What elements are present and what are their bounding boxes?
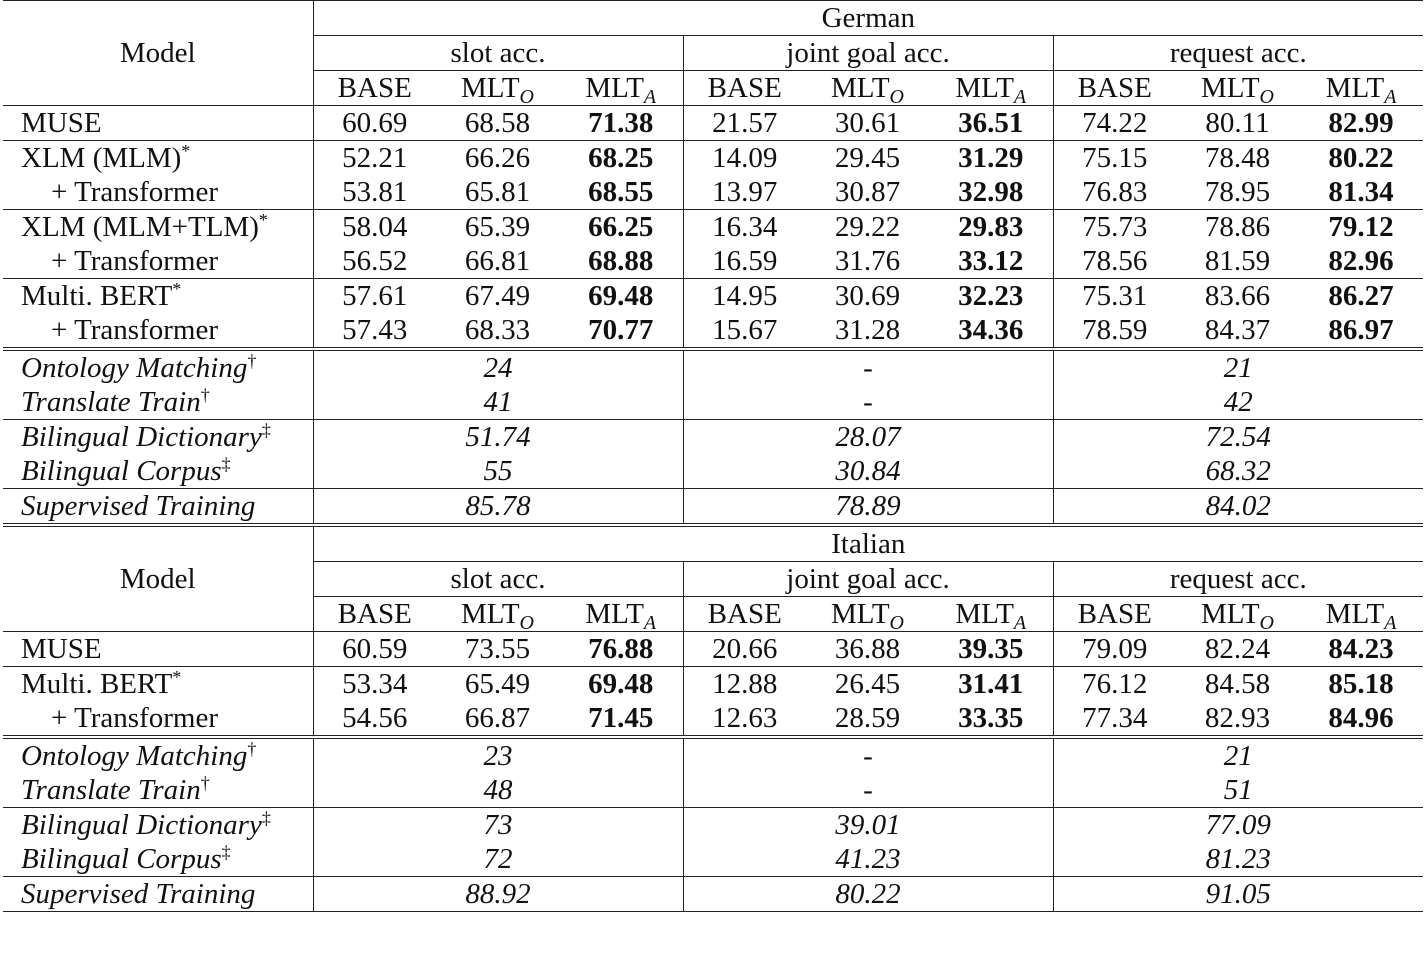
table-cell: 30.87 (834, 176, 901, 208)
language-header: German (313, 1, 1423, 36)
baseline-cell: 91.05 (1053, 877, 1423, 912)
table-cell: 53.81 (342, 176, 408, 208)
table-cell: 84.96 (1299, 701, 1423, 737)
model-name-cell (3, 701, 313, 737)
table-cell: 30.69 (806, 279, 929, 314)
table-cell: 52.21 (313, 141, 436, 176)
baseline-cell: 77.09 (1053, 808, 1423, 843)
method-header (929, 597, 1053, 632)
language-header-row (3, 1, 1423, 36)
table-cell: 14.09 (683, 141, 806, 176)
table-row (3, 632, 1423, 667)
table-cell: 29.22 (806, 210, 929, 245)
method-name: MLT (585, 598, 644, 630)
table-cell: 57.43 (313, 313, 436, 349)
model-column-header: Model (3, 525, 313, 632)
method-header (806, 597, 929, 632)
method-name: MLT (830, 598, 890, 630)
method-subscript: A (1384, 86, 1397, 108)
language-header: Italian (313, 525, 1423, 562)
baseline-row (3, 877, 1423, 912)
baseline-cell: - (683, 385, 1053, 420)
baseline-cell: 39.01 (683, 808, 1053, 843)
method-subscript: O (519, 612, 534, 634)
model-name: + Transformer (51, 314, 218, 346)
baseline-cell: - (683, 349, 1053, 385)
table-cell: 78.95 (1204, 176, 1271, 208)
method-name: BASE (337, 598, 412, 630)
baseline-footnote-mark: ‡ (261, 808, 271, 828)
method-subscript: A (1384, 612, 1397, 634)
model-name-cell (3, 632, 313, 667)
metric-group-header: slot acc. (313, 562, 683, 597)
baseline-cell: 21 (1053, 737, 1423, 773)
baseline-footnote-mark: † (247, 351, 257, 371)
table-cell: 66.87 (436, 701, 559, 737)
table-cell: 75.73 (1053, 210, 1176, 245)
table-row (3, 244, 1423, 279)
baseline-name: Translate Train (21, 386, 201, 418)
model-name-cell (3, 210, 313, 245)
table-cell: 75.15 (1053, 141, 1176, 176)
table-cell: 76.83 (1053, 175, 1176, 210)
metric-group-header: joint goal acc. (683, 562, 1053, 597)
baseline-name: Supervised Training (21, 490, 256, 522)
model-name: MUSE (21, 107, 102, 139)
method-header (683, 597, 806, 632)
table-cell: 36.88 (806, 632, 929, 667)
model-name-cell (3, 244, 313, 279)
table-cell: 66.25 (559, 210, 683, 245)
table-cell: 78.56 (1053, 244, 1176, 279)
table-cell: 82.24 (1176, 632, 1299, 667)
table-cell: 81.59 (1204, 245, 1271, 277)
baseline-name-cell (3, 808, 313, 843)
table-row (3, 701, 1423, 737)
method-name: MLT (460, 72, 520, 104)
table-cell: 68.88 (588, 245, 654, 277)
table-row (3, 667, 1423, 702)
baseline-name-cell (3, 842, 313, 877)
table-cell: 32.98 (958, 176, 1024, 208)
baseline-name: Ontology Matching (21, 740, 248, 772)
baseline-cell: 21 (1053, 349, 1423, 385)
results-table (3, 0, 1423, 912)
table-cell: 86.97 (1299, 313, 1423, 349)
model-name: Multi. BERT (21, 280, 173, 312)
method-header (683, 71, 806, 106)
table-cell: 68.33 (436, 313, 559, 349)
method-header (313, 71, 436, 106)
table-cell: 31.28 (806, 313, 929, 349)
method-name: MLT (1200, 598, 1260, 630)
method-header (313, 597, 436, 632)
baseline-cell: 51.74 (313, 420, 683, 455)
baseline-name: Bilingual Corpus (21, 843, 222, 875)
table-cell: 71.45 (559, 701, 683, 737)
table-cell: 86.27 (1299, 279, 1423, 314)
baseline-cell: 51 (1053, 773, 1423, 808)
table-cell: 31.41 (929, 667, 1053, 702)
table-cell: 82.96 (1328, 245, 1394, 277)
table-cell: 32.23 (929, 279, 1053, 314)
method-header (1176, 71, 1299, 106)
table-cell: 73.55 (436, 632, 559, 667)
table-cell: 77.34 (1053, 701, 1176, 737)
baseline-name-cell (3, 737, 313, 773)
method-name: BASE (1077, 598, 1152, 630)
baseline-row (3, 454, 1423, 489)
baseline-row (3, 385, 1423, 420)
method-name: MLT (460, 598, 520, 630)
baseline-cell: 48 (483, 774, 513, 806)
model-column-header: Model (3, 1, 313, 106)
method-name: MLT (955, 598, 1014, 630)
table-cell: 58.04 (313, 210, 436, 245)
table-row (3, 175, 1423, 210)
baseline-footnote-mark: ‡ (221, 842, 231, 862)
method-header (929, 71, 1053, 106)
baseline-row (3, 808, 1423, 843)
method-header (1176, 597, 1299, 632)
table-cell: 29.83 (929, 210, 1053, 245)
table-cell: 12.63 (683, 701, 806, 737)
table-cell: 12.88 (683, 667, 806, 702)
baseline-cell: 84.02 (1053, 489, 1423, 526)
results-table-body (3, 1, 1423, 912)
model-name-cell (3, 106, 313, 141)
method-subscript: O (889, 86, 904, 108)
language-header-row (3, 525, 1423, 562)
table-cell: 60.69 (313, 106, 436, 141)
table-cell: 15.67 (683, 313, 806, 349)
table-cell: 68.25 (559, 141, 683, 176)
model-name: + Transformer (51, 176, 218, 208)
baseline-name: Bilingual Dictionary (21, 421, 262, 453)
model-name-cell (3, 175, 313, 210)
table-row (3, 313, 1423, 349)
model-footnote-mark: * (258, 210, 268, 230)
method-header (806, 71, 929, 106)
table-cell: 13.97 (683, 175, 806, 210)
baseline-cell: - (683, 737, 1053, 773)
method-header (1299, 71, 1423, 106)
table-cell: 68.58 (436, 106, 559, 141)
table-cell: 30.61 (806, 106, 929, 141)
table-cell: 84.37 (1176, 313, 1299, 349)
method-name: MLT (585, 72, 644, 104)
table-cell: 79.09 (1053, 632, 1176, 667)
table-cell: 76.12 (1053, 667, 1176, 702)
table-cell: 65.39 (436, 210, 559, 245)
table-cell: 71.38 (559, 106, 683, 141)
baseline-cell: 85.78 (313, 489, 683, 526)
baseline-row (3, 737, 1423, 773)
table-cell: 79.12 (1299, 210, 1423, 245)
method-subscript: A (643, 86, 657, 108)
baseline-row (3, 420, 1423, 455)
metric-group-header: joint goal acc. (683, 36, 1053, 71)
table-cell: 66.81 (464, 245, 531, 277)
baseline-name-cell (3, 349, 313, 385)
table-row (3, 279, 1423, 314)
table-cell: 80.11 (1176, 106, 1299, 141)
model-name-cell (3, 141, 313, 176)
table-cell: 53.34 (313, 667, 436, 702)
baseline-name-cell (3, 385, 313, 420)
baseline-cell: 72 (483, 843, 513, 875)
baseline-footnote-mark: † (247, 739, 257, 759)
model-name: XLM (MLM) (21, 142, 182, 174)
table-cell: 81.34 (1328, 176, 1394, 208)
table-cell: 29.45 (806, 141, 929, 176)
baseline-row (3, 489, 1423, 526)
table-cell: 57.61 (313, 279, 436, 314)
table-cell: 34.36 (929, 313, 1053, 349)
table-cell: 14.95 (683, 279, 806, 314)
model-name: + Transformer (51, 245, 218, 277)
baseline-name: Supervised Training (21, 878, 256, 910)
baseline-cell: 24 (483, 352, 513, 384)
table-row (3, 210, 1423, 245)
baseline-name-cell (3, 877, 313, 912)
method-subscript: O (1259, 86, 1274, 108)
table-row (3, 106, 1423, 141)
metric-group-header: slot acc. (313, 36, 683, 71)
table-cell: 80.22 (1299, 141, 1423, 176)
baseline-cell: 55 (483, 455, 513, 487)
table-cell: 74.22 (1053, 106, 1176, 141)
baseline-name-cell (3, 489, 313, 526)
baseline-name-cell (3, 454, 313, 489)
method-subscript: O (1259, 612, 1274, 634)
baseline-name: Bilingual Corpus (21, 455, 222, 487)
table-cell: 76.88 (559, 632, 683, 667)
table-cell: 28.59 (806, 701, 929, 737)
method-name: MLT (830, 72, 890, 104)
table-cell: 68.55 (588, 176, 654, 208)
method-subscript: O (889, 612, 904, 634)
table-cell: 33.35 (929, 701, 1053, 737)
table-cell: 36.51 (929, 106, 1053, 141)
results-container (3, 0, 1423, 912)
model-name-cell (3, 667, 313, 702)
baseline-cell: 41.23 (683, 842, 1053, 877)
table-cell: 54.56 (313, 701, 436, 737)
method-header (1053, 597, 1176, 632)
model-name: Multi. BERT (21, 668, 173, 700)
method-header (436, 71, 559, 106)
baseline-cell: 78.89 (683, 489, 1053, 526)
baseline-name: Bilingual Dictionary (21, 809, 262, 841)
baseline-cell: - (683, 773, 1053, 808)
method-header (559, 71, 683, 106)
metric-group-header: request acc. (1053, 36, 1423, 71)
table-cell: 56.52 (342, 245, 408, 277)
method-header (1299, 597, 1423, 632)
method-subscript: A (643, 612, 657, 634)
table-cell: 20.66 (683, 632, 806, 667)
baseline-name: Ontology Matching (21, 352, 248, 384)
model-name: XLM (MLM+TLM) (21, 211, 259, 243)
baseline-name: Translate Train (21, 774, 201, 806)
baseline-name-cell (3, 773, 313, 808)
table-cell: 66.26 (436, 141, 559, 176)
table-cell: 60.59 (313, 632, 436, 667)
model-name: MUSE (21, 633, 102, 665)
baseline-footnote-mark: † (200, 773, 210, 793)
method-name: BASE (337, 72, 412, 104)
model-footnote-mark: * (181, 141, 191, 161)
table-cell: 84.23 (1299, 632, 1423, 667)
table-cell: 82.99 (1299, 106, 1423, 141)
model-name-cell (3, 279, 313, 314)
method-subscript: O (519, 86, 534, 108)
method-name: MLT (1325, 72, 1385, 104)
method-name: BASE (707, 72, 782, 104)
table-cell: 67.49 (436, 279, 559, 314)
method-name: BASE (707, 598, 782, 630)
table-row (3, 141, 1423, 176)
table-cell: 85.18 (1299, 667, 1423, 702)
baseline-row (3, 773, 1423, 808)
baseline-cell: 81.23 (1053, 842, 1423, 877)
baseline-row (3, 349, 1423, 385)
table-cell: 69.48 (559, 667, 683, 702)
method-name: BASE (1077, 72, 1152, 104)
method-subscript: A (1013, 86, 1027, 108)
baseline-name-cell (3, 420, 313, 455)
method-header (1053, 71, 1176, 106)
metric-group-header: request acc. (1053, 562, 1423, 597)
table-cell: 69.48 (559, 279, 683, 314)
method-name: MLT (1325, 598, 1385, 630)
baseline-cell: 42 (1053, 385, 1423, 420)
table-cell: 16.59 (683, 244, 806, 279)
baseline-cell: 80.22 (683, 877, 1053, 912)
baseline-cell: 28.07 (683, 420, 1053, 455)
table-cell: 78.48 (1176, 141, 1299, 176)
baseline-footnote-mark: ‡ (261, 420, 271, 440)
table-cell: 82.93 (1176, 701, 1299, 737)
method-header (436, 597, 559, 632)
model-footnote-mark: * (172, 667, 182, 687)
table-cell: 78.59 (1053, 313, 1176, 349)
model-name-cell (3, 313, 313, 349)
table-cell: 65.49 (436, 667, 559, 702)
table-cell: 31.29 (929, 141, 1053, 176)
table-cell: 84.58 (1176, 667, 1299, 702)
table-cell: 16.34 (683, 210, 806, 245)
method-header (559, 597, 683, 632)
table-cell: 70.77 (559, 313, 683, 349)
table-cell: 26.45 (806, 667, 929, 702)
baseline-cell: 30.84 (683, 454, 1053, 489)
baseline-cell: 73 (313, 808, 683, 843)
model-footnote-mark: * (172, 279, 182, 299)
baseline-footnote-mark: ‡ (221, 454, 231, 474)
table-cell: 31.76 (834, 245, 901, 277)
baseline-cell: 72.54 (1053, 420, 1423, 455)
baseline-cell: 88.92 (313, 877, 683, 912)
table-cell: 33.12 (958, 245, 1024, 277)
table-cell: 21.57 (683, 106, 806, 141)
method-name: MLT (1200, 72, 1260, 104)
table-cell: 39.35 (929, 632, 1053, 667)
method-subscript: A (1013, 612, 1027, 634)
table-cell: 75.31 (1053, 279, 1176, 314)
table-cell: 78.86 (1176, 210, 1299, 245)
baseline-cell: 68.32 (1053, 454, 1423, 489)
baseline-footnote-mark: † (200, 385, 210, 405)
baseline-cell: 23 (483, 740, 513, 772)
baseline-row (3, 842, 1423, 877)
baseline-cell: 41 (483, 386, 513, 418)
table-cell: 83.66 (1176, 279, 1299, 314)
model-name: + Transformer (51, 702, 218, 734)
table-cell: 65.81 (464, 176, 531, 208)
method-name: MLT (955, 72, 1014, 104)
